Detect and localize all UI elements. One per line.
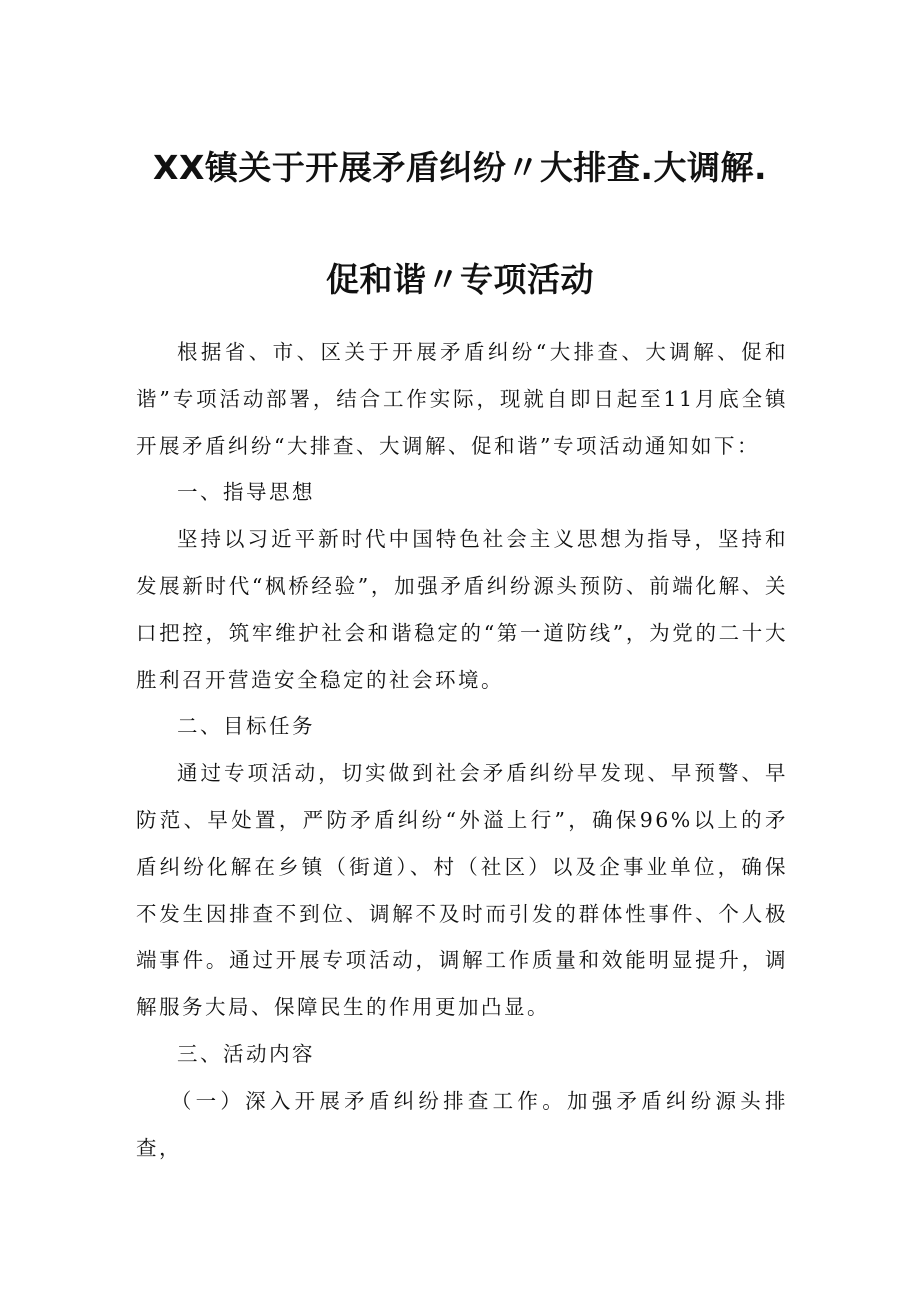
section-heading-objectives: 二、目标任务: [177, 714, 315, 739]
guiding-ideology-paragraph: 坚持以习近平新时代中国特色社会主义思想为指导，坚持和发展新时代“枫桥经验”，加强矛盾纠纷源头预防、前端化解、关口把控，筑牢维护社会和谐稳定的“第一道防线”，为党的二十大胜利召开营造安全稳定的社会环境。: [136, 527, 788, 692]
section-heading-activities: 三、活动内容: [177, 1041, 315, 1066]
section-heading-guiding-ideology: 一、指导思想: [177, 480, 315, 505]
activity-item-1-paragraph: （一）深入开展矛盾纠纷排查工作。加强矛盾纠纷源头排查，: [136, 1088, 788, 1160]
intro-paragraph: 根据省、市、区关于开展矛盾纠纷“大排查、大调解、促和谐”专项活动部署，结合工作实际，现就自即日起至11月底全镇开展矛盾纠纷“大排查、大调解、促和谐”专项活动通知如下：: [136, 340, 788, 458]
objectives-paragraph: 通过专项活动，切实做到社会矛盾纠纷早发现、早预警、早防范、早处置，严防矛盾纠纷“外溢上行”，确保96%以上的矛盾纠纷化解在乡镇（街道）、村（社区）以及企事业单位，确保不发生因排查不到位、调解不及时而引发的群体性事件、个人极端事件。通过开展专项活动，调解工作质量和效能明显提升，调解服务大局、保障民生的作用更加凸显。: [136, 761, 788, 1020]
document-body: [136, 329, 788, 1171]
document-title-line-1: XX镇关于开展矛盾纠纷〃大排查.大调解.: [153, 148, 767, 187]
document-title-line-2: 促和谐〃专项活动: [326, 260, 594, 299]
